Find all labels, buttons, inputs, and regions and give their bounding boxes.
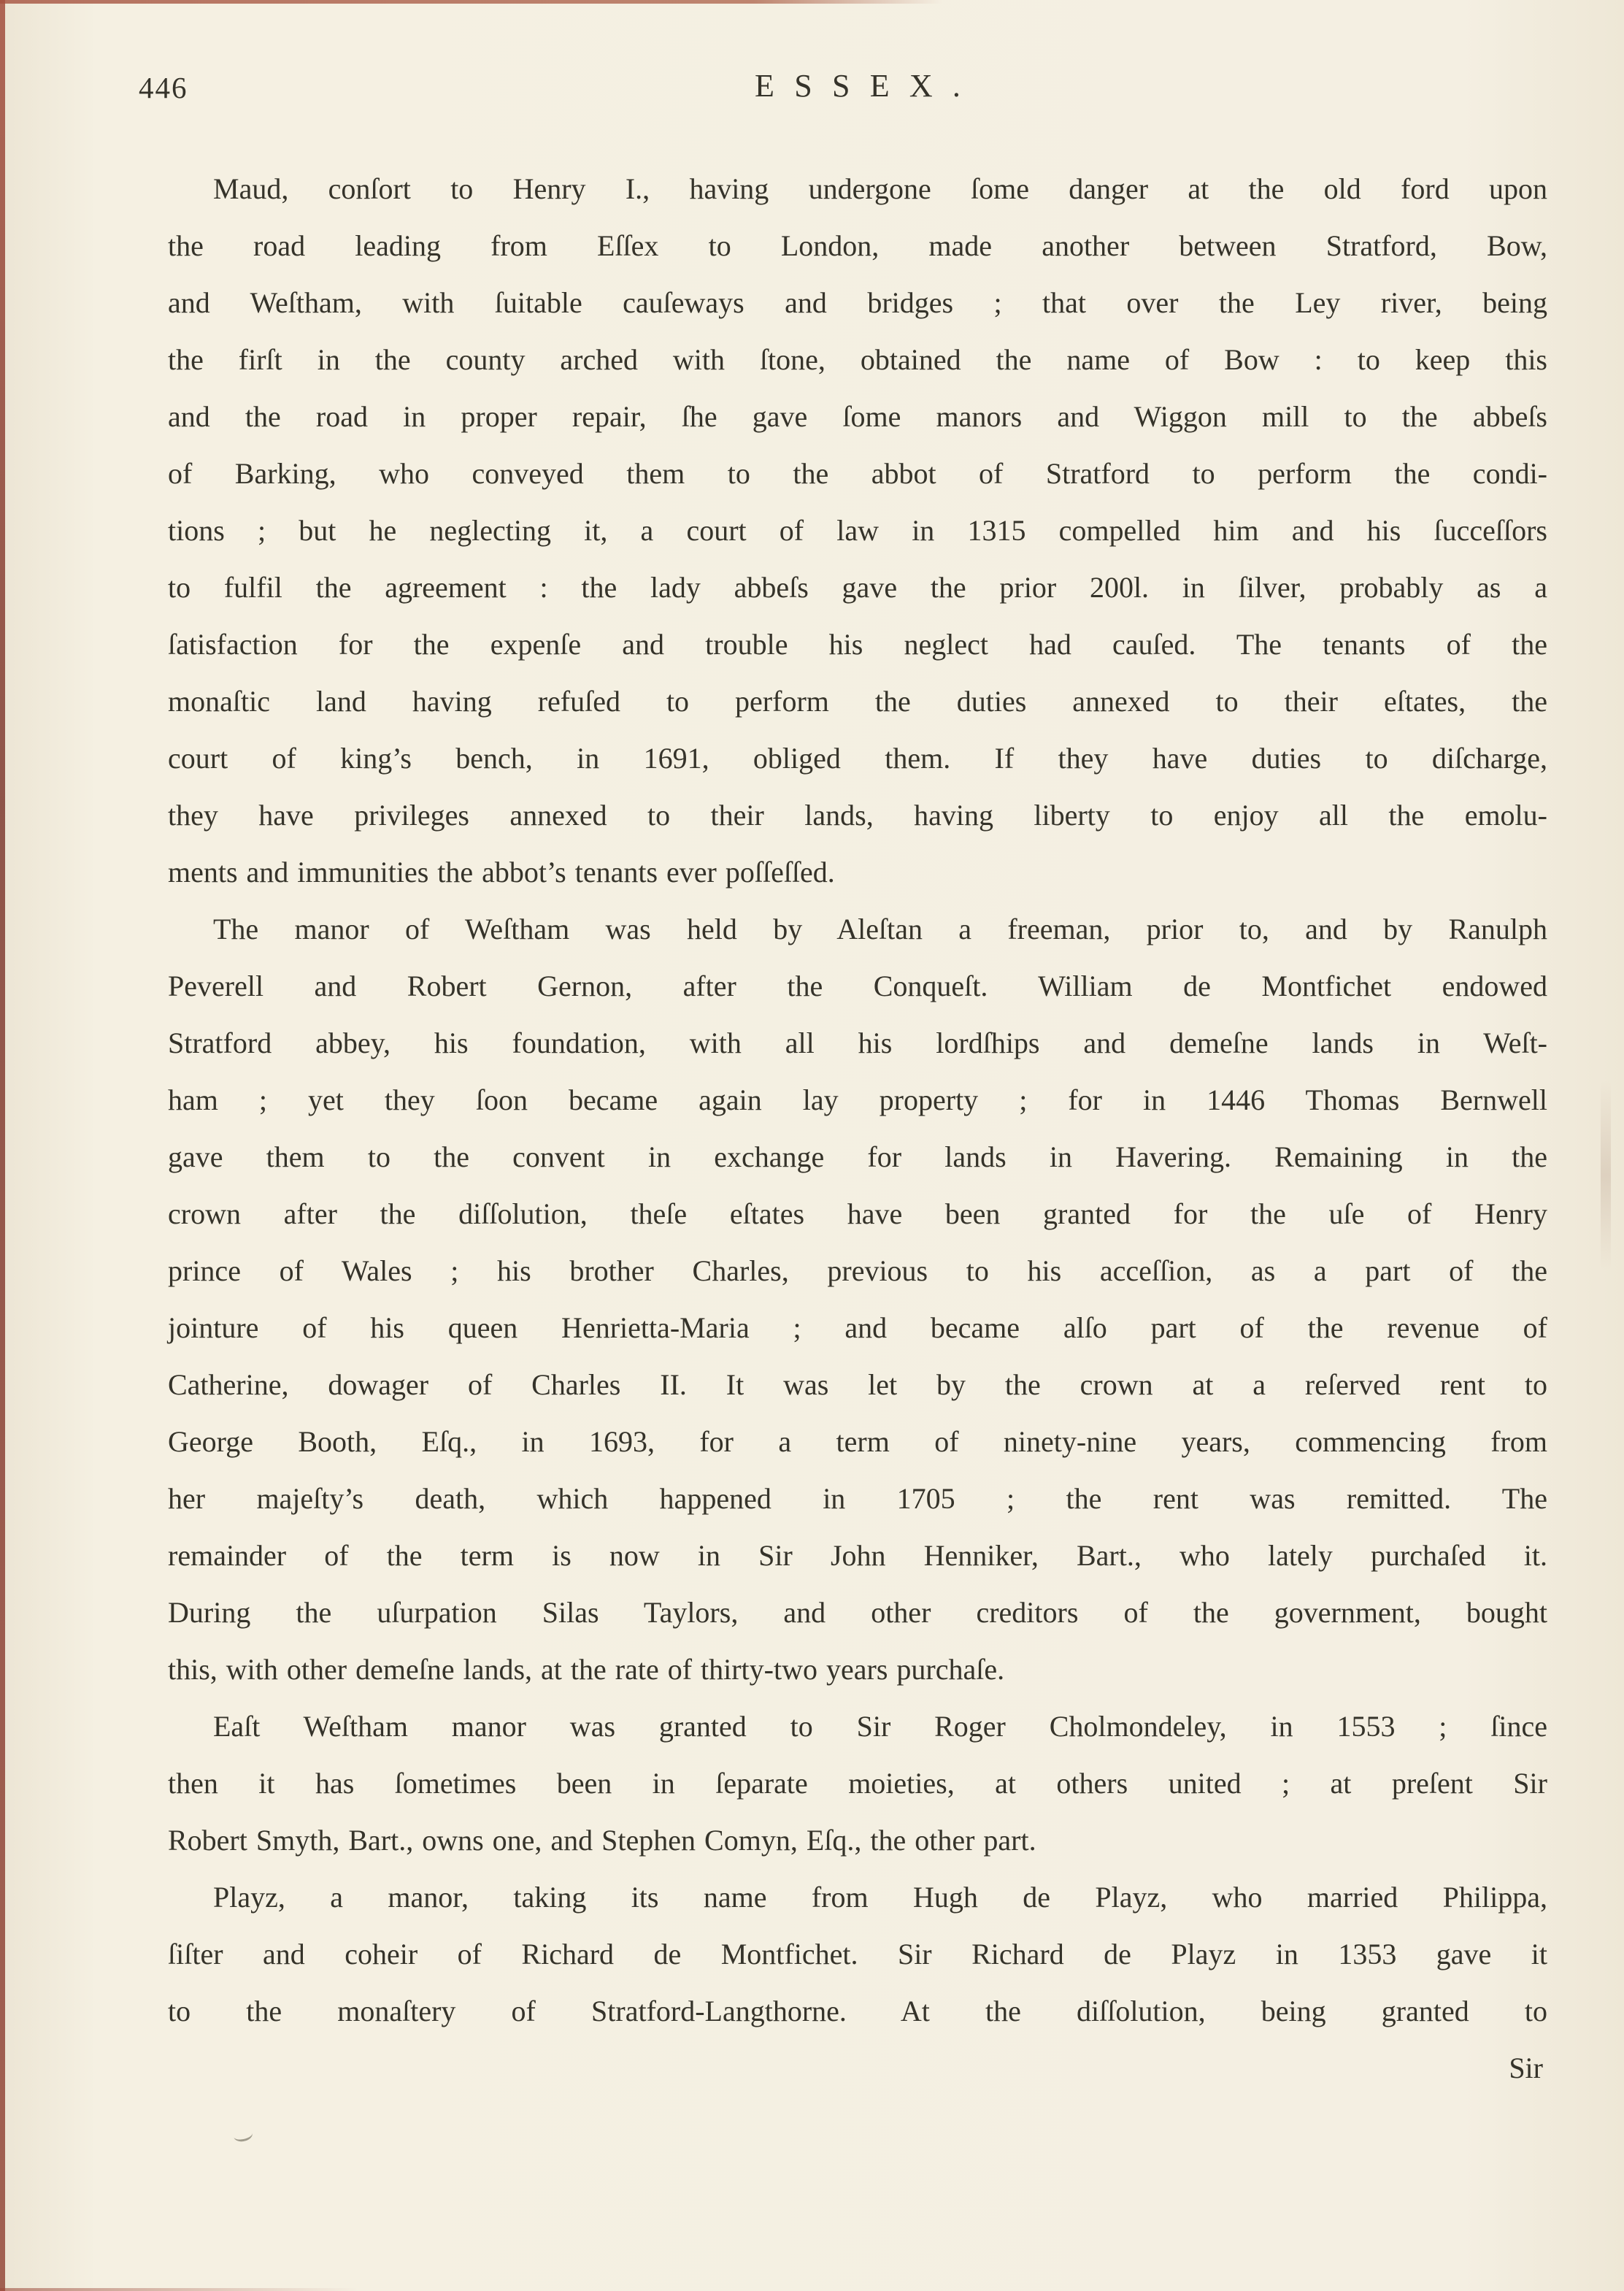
paragraph bbox=[168, 161, 1547, 901]
text-line: and the road in proper repair, ſhe gave ſome manors and Wiggon mill to the abbeſs bbox=[168, 400, 1547, 433]
text-line: they have privileges annexed to their lands, having liberty to enjoy all the emolu- bbox=[168, 799, 1547, 832]
text-line: and Weſtham, with ſuitable cauſeways and bridges ; that over the Ley river, being bbox=[168, 286, 1547, 319]
paragraph bbox=[168, 901, 1547, 1698]
text-line: monaſtic land having refuſed to perform the duties annexed to their eſtates, the bbox=[168, 685, 1547, 718]
text-line: prince of Wales ; his brother Charles, previous to his acceſſion, as a part of the bbox=[168, 1254, 1547, 1287]
text-line: crown after the diſſolution, theſe eſtates have been granted for the uſe of Henry bbox=[168, 1197, 1547, 1230]
text-line: of Barking, who conveyed them to the abbot of Stratford to perform the condi- bbox=[168, 457, 1547, 490]
paragraph bbox=[168, 1698, 1547, 1869]
text-line: the firſt in the county arched with ſtone, obtained the name of Bow : to keep this bbox=[168, 343, 1547, 376]
text-line: Robert Smyth, Bart., owns one, and Stephen Comyn, Eſq., the other part. bbox=[168, 1824, 1036, 1857]
text-line: Peverell and Robert Gernon, after the Conqueſt. William de Montfichet endowed bbox=[168, 970, 1547, 1002]
text-line: this, with other demeſne lands, at the rate of thirty-two years purchaſe. bbox=[168, 1653, 1005, 1686]
text-line: tions ; but he neglecting it, a court of law in 1315 compelled him and his ſucceſſors bbox=[168, 514, 1547, 547]
text-line: The manor of Weſtham was held by Aleſtan a freeman, prior to, and by Ranulph bbox=[213, 913, 1547, 945]
text-line: gave them to the convent in exchange for lands in Havering. Remaining in the bbox=[168, 1140, 1547, 1173]
text-line: ſatisfaction for the expenſe and trouble his neglect had cauſed. The tenants of the bbox=[168, 628, 1547, 661]
page-number: 446 bbox=[139, 71, 188, 104]
body-text bbox=[168, 161, 1547, 2040]
scan-edge-top bbox=[0, 0, 942, 4]
paragraph bbox=[168, 1869, 1547, 2040]
text-line: the road leading from Eſſex to London, made another between Stratford, Bow, bbox=[168, 229, 1547, 262]
text-line: ments and immunities the abbot’s tenants ever poſſeſſed. bbox=[168, 856, 835, 889]
running-title: ESSEX. bbox=[755, 68, 981, 104]
text-line: Catherine, dowager of Charles II. It was let by the crown at a reſerved rent to bbox=[168, 1368, 1547, 1401]
text-line: her majeſty’s death, which happened in 1705 ; the rent was remitted. The bbox=[168, 1482, 1547, 1515]
scan-smudge bbox=[1601, 1081, 1611, 1270]
scan-edge-bottom bbox=[0, 2288, 358, 2291]
text-line: jointure of his queen Henrietta-Maria ; and became alſo part of the revenue of bbox=[168, 1311, 1547, 1344]
stray-pen-mark bbox=[233, 2127, 254, 2143]
text-line: to the monaſtery of Stratford-Langthorne. At the diſſolution, being granted to bbox=[168, 1995, 1547, 2027]
text-line: Stratford abbey, his foundation, with all his lordſhips and demeſne lands in Weſt- bbox=[168, 1026, 1547, 1059]
text-line: court of king’s bench, in 1691, obliged them. If they have duties to diſcharge, bbox=[168, 742, 1547, 775]
catchword: Sir bbox=[1509, 2052, 1543, 2084]
text-line: remainder of the term is now in Sir John Henniker, Bart., who lately purchaſed it. bbox=[168, 1539, 1547, 1572]
text-line: to fulfil the agreement : the lady abbeſs gave the prior 200l. in ſilver, probably as a bbox=[168, 571, 1547, 604]
scan-edge-left bbox=[0, 0, 5, 2291]
text-line: then it has ſometimes been in ſeparate moieties, at others united ; at preſent Sir bbox=[168, 1767, 1547, 1800]
text-line: Eaſt Weſtham manor was granted to Sir Roger Cholmondeley, in 1553 ; ſince bbox=[213, 1710, 1547, 1743]
page-header bbox=[139, 68, 1547, 115]
text-line: Playz, a manor, taking its name from Hugh de Playz, who married Philippa, bbox=[213, 1881, 1547, 1914]
text-line: During the uſurpation Silas Taylors, and other creditors of the government, bought bbox=[168, 1596, 1547, 1629]
text-line: ham ; yet they ſoon became again lay property ; for in 1446 Thomas Bernwell bbox=[168, 1083, 1547, 1116]
text-line: Maud, conſort to Henry I., having undergone ſome danger at the old ford upon bbox=[213, 172, 1547, 205]
text-line: George Booth, Eſq., in 1693, for a term of ninety-nine years, commencing from bbox=[168, 1425, 1547, 1458]
text-line: ſiſter and coheir of Richard de Montfichet. Sir Richard de Playz in 1353 gave it bbox=[168, 1938, 1547, 1970]
